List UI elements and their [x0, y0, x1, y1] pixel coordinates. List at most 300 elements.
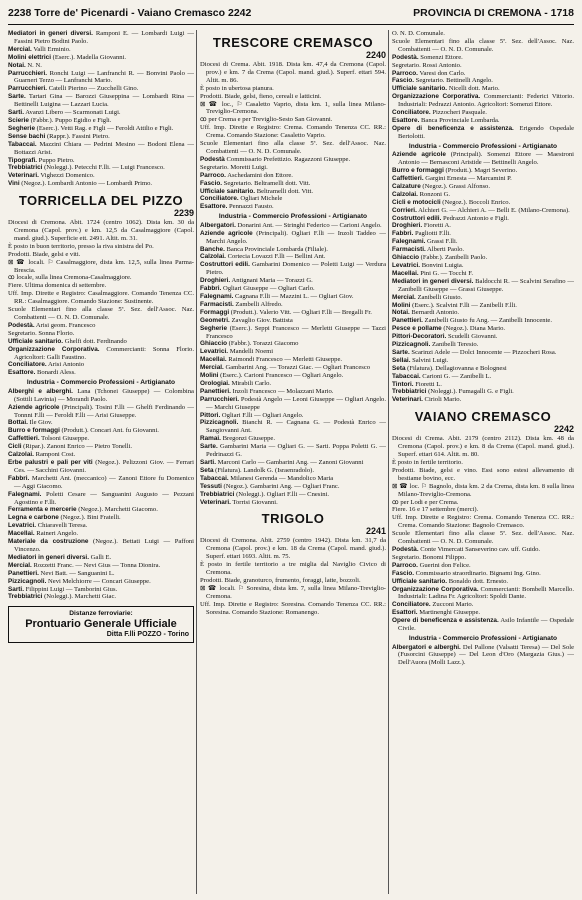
directory-entry — [8, 93, 194, 109]
entry-text: Martinenghi Giuseppe. — [417, 609, 481, 617]
directory-entry — [200, 317, 386, 325]
directory-entry — [392, 70, 574, 78]
entry-text: (Negoz.). Grassi Alfonso. — [420, 182, 491, 190]
entry-category: Pizzicagnoli. — [8, 577, 47, 585]
entry-text: Arisi geom. Francesco — [34, 321, 96, 329]
entry-text: Poletti Cesare — Sanguanini Augusto — Pezzani Agostino e F.lli. — [14, 490, 194, 506]
directory-entry — [392, 30, 574, 38]
directory-entry — [200, 85, 386, 93]
entry-text: Ile Giov. — [27, 419, 53, 427]
entry-text: (Negoz.). Bini Fratelli. — [58, 514, 121, 522]
entry-category: Banche. — [200, 245, 225, 253]
entry-category: Droghieri. — [392, 222, 423, 230]
directory-entry — [8, 85, 194, 93]
directory-entry — [392, 499, 574, 507]
directory-entry — [392, 554, 574, 562]
directory-entry — [8, 306, 194, 322]
entry-text: Guerini don Felice. — [417, 561, 471, 569]
entry-text: Uff. Imp. Dirette e Registro: Casalmaggiore. Comando Tenenza CC. RR.: Casalmaggiore. Comando Stazione: Sustinente. — [8, 290, 194, 306]
entry-text: ꝏ per Lodi e per Crema. — [392, 498, 459, 506]
directory-entry — [8, 109, 194, 117]
entry-text: Mandelli Noemi — [228, 348, 274, 356]
entry-text: Inzoli Francesco — Molazzani Mario. — [230, 387, 334, 395]
entry-text: ⊠ ☎ locali. ⚐ Soresina, dista km. 7, sulla linea Milano-Treviglio-Cremona. — [200, 584, 386, 600]
entry-category: Parrucchieri. — [8, 69, 48, 77]
directory-entry — [8, 282, 194, 290]
entry-category: Mediatori in generi diversi. — [8, 553, 89, 561]
entry-text: ⊠ ☎ locali. ⚐ Casalmaggiore, dista km. 12,5, sulla linea Parma-Brescia. — [8, 258, 194, 274]
entry-text: Gambarini Maria — Ogliari G. — Sarti. Poppa Poletti G. — Pedrinazzi G. — [206, 443, 386, 459]
entry-category: Molini — [200, 372, 219, 380]
entry-text: Gambarini Ang. — Torazzi Giac. — Ogliari Francesco — [223, 364, 371, 372]
entry-category: Fascio. — [200, 179, 223, 187]
directory-entry — [8, 133, 194, 141]
entry-category: Tipografi. — [8, 156, 37, 164]
entry-category: Geometri. — [200, 316, 230, 324]
entry-category: Alberghi e alberghi. — [8, 387, 73, 395]
directory-entry — [392, 365, 574, 373]
entry-category: Trebbiatrici — [200, 490, 235, 498]
entry-category: Opere di beneficenza e assistenza. — [392, 617, 499, 625]
entry-text: Commercianti: Sonna Florio. Agricoltori: Galli Faustino. — [14, 345, 194, 361]
entry-text: Diocesi di Cremona. Abit. 1724 (centro 1062). Dista km. 30 da Cremona (Capol. prov.) e km. 12,5 da Casalmaggiore (Capol. mand. giud.). Superficie ett. 2491. Altit. m. 31. — [8, 219, 194, 242]
entry-category: Trebbiatrici — [392, 388, 427, 396]
entry-text: Scuole Elementari fino alla classe 5ª. Sez. dell'Assoc. Naz. Combattenti — O. N. D. Comunale. — [8, 306, 194, 321]
entry-category: Esattori. — [392, 609, 418, 617]
directory-entry — [392, 109, 574, 117]
entry-category: Falegnami. — [392, 238, 426, 246]
entry-text: (Negoz.). Diana Mario. — [441, 325, 506, 333]
town-name: TRESCORE CREMASCO — [212, 35, 374, 50]
header-right: PROVINCIA DI CREMONA - 1718 — [413, 7, 574, 19]
entry-category: Molini — [392, 301, 411, 309]
directory-entry — [392, 341, 574, 349]
entry-category: Veterinari. — [8, 172, 39, 180]
entry-category: Segherie — [8, 124, 35, 132]
entry-category: Organizzazione Corporativa. — [392, 93, 481, 101]
entry-text: Ronchi Luigi — Lanfranchi R. — Bonvini Paolo — Guarneri Terzo — Lanfranchi Mario. — [14, 69, 194, 85]
entry-text: Ronzoni G. — [417, 190, 450, 198]
entry-category: Mercial. — [392, 293, 416, 301]
ad-line-2: Prontuario Generale Ufficiale — [25, 618, 177, 631]
entry-text: Scarinzi Adele — Dolci Innocente — Pizzocheri Rosa. — [409, 348, 557, 356]
entry-category: Fabbri. — [200, 285, 222, 293]
entry-category: Falegnami. — [8, 490, 42, 498]
entry-category: Pizzicagnoli. — [392, 341, 431, 349]
entry-category: Legna e carbone — [8, 514, 59, 522]
entry-text: Tartari Gina — Barozzi Giuseppina — Lombardi Rina — Bettinelli Luigina — Lazzari Lucia. — [14, 93, 194, 109]
entry-text: (Fabbr.). Torazzi Giacomo — [227, 340, 299, 348]
entry-category: Mercial. — [200, 364, 224, 372]
directory-entry — [392, 199, 574, 207]
directory-entry — [8, 290, 194, 306]
directory-entry — [8, 361, 194, 369]
entry-text: Scuole Elementari fino alla classe 5ª. Sez. dell'Assoc. Naz. Combattenti — O. N. D. Comunale. — [392, 530, 574, 546]
directory-entry — [8, 243, 194, 251]
entry-text: Raimondi Francesco — Merletti Giuseppe. — [226, 356, 343, 364]
directory-entry — [200, 188, 386, 196]
directory-entry — [8, 435, 194, 443]
entry-text: (Fabbr.). Zanibelli Paolo. — [419, 254, 488, 262]
directory-entry — [8, 459, 194, 475]
directory-entry — [200, 253, 386, 261]
entry-category: Conciliatore. — [392, 109, 431, 117]
directory-entry — [200, 222, 386, 230]
entry-category: Ufficiale sanitario. — [200, 187, 256, 195]
entry-category: Calzolai. — [392, 190, 418, 198]
entry-text: Conte Vimercati Sanseverino cav. uff. Guido. — [418, 545, 541, 553]
entry-text: (Principali). Ogliari F.lli — Inzoli Taddeo — Marchi Angelo. — [206, 229, 386, 245]
directory-entry — [392, 388, 574, 396]
directory-entry — [392, 93, 574, 109]
entry-category: Macellai. — [392, 269, 419, 277]
entry-text: Chiaravelli Teresa. — [36, 522, 88, 530]
entry-category: Sarti. — [200, 459, 216, 466]
entry-category: Droghieri. — [200, 277, 231, 285]
entry-text: Pedrazzi Antonio e Figli. — [441, 214, 509, 222]
directory-entry — [392, 381, 574, 389]
entry-text: Alchieri G. — Alchieri A. — Belli E. (Milano-Cremona). — [416, 206, 570, 214]
directory-entry — [200, 601, 386, 617]
town-heading — [392, 410, 574, 434]
town-number: 2242 — [553, 424, 574, 435]
entry-text: Aschedamini don Ettore. — [225, 171, 293, 179]
entry-text: Mazzini Chiara — Pedrini Mesino — Bodoni Elena — Bottazzi Arist. — [14, 140, 194, 156]
entry-category: Macellai. — [8, 530, 35, 538]
directory-entry — [8, 562, 194, 570]
entry-category: Tabaccai. — [8, 140, 37, 148]
entry-text: Tolsoni Giuseppe. — [39, 435, 90, 443]
directory-entry — [8, 62, 194, 70]
directory-entry — [200, 293, 386, 301]
entry-category: Tessuti — [200, 482, 222, 490]
entry-text: Rozzetti Franc. — Nevi Gius — Tonna Dionira. — [31, 561, 161, 569]
entry-text: Bernardi Antonio. — [409, 309, 460, 317]
entry-category: Tabaccai. — [200, 474, 229, 482]
entry-category: Vini — [8, 180, 20, 188]
directory-entry — [200, 93, 386, 101]
directory-entry — [392, 562, 574, 570]
directory-entry — [200, 356, 386, 364]
entry-category: Sarti. — [8, 109, 24, 117]
directory-entry — [200, 577, 386, 585]
entry-text: (Ripar.). Zanoni Enrico — Pietro Tonelli. — [21, 443, 133, 451]
directory-entry — [392, 278, 574, 294]
directory-entry — [200, 467, 386, 475]
entry-text: Gambarini Domenico — Poletti Luigi — Verdura Pietro. — [206, 261, 386, 277]
entry-category: Organizzazione Corporativa. — [8, 345, 100, 353]
directory-entry — [200, 325, 386, 341]
directory-entry — [392, 85, 574, 93]
page-header — [8, 4, 574, 22]
directory-entry — [8, 554, 194, 562]
entry-text: Bonardi Aless. — [35, 369, 76, 377]
entry-category: Esattore. — [8, 369, 36, 377]
entry-category: Materiale da costruzione — [8, 538, 89, 546]
directory-entry — [200, 101, 386, 117]
entry-text: Raineri Angelo. — [34, 530, 79, 538]
entry-category: Conciliatore. — [392, 601, 431, 609]
town-heading — [8, 194, 194, 218]
entry-category: Veterinari. — [392, 396, 423, 404]
directory-entry — [200, 230, 386, 246]
entry-category: Pizzicagnoli. — [200, 419, 239, 427]
directory-entry — [8, 586, 194, 594]
directory-entry — [8, 522, 194, 530]
entry-text: Carioni G. — Zanibelli L. — [420, 372, 492, 380]
town-number: 2241 — [365, 526, 386, 537]
entry-text: ⊠ ☎ loc. ⚐ Bagnolo, dista km. 2 da Crema, dista km. 8 sulla linea Milano-Treviglio-Cremona. — [392, 482, 574, 498]
entry-text: Prodotti. Biade, granoturco, frumento, foraggi, latte, bozzoli. — [200, 576, 361, 584]
entry-category: Cicli — [8, 443, 22, 451]
entry-category: Tintori. — [392, 380, 414, 388]
town-heading — [200, 36, 386, 60]
directory-entry — [392, 77, 574, 85]
entry-text: Commissario straordinario. Bignami Ing. Gino. — [414, 569, 541, 577]
directory-entry — [200, 412, 386, 420]
directory-entry — [200, 309, 386, 317]
entry-text: Fiere. 16 e 17 settembre (merci). — [392, 506, 479, 514]
entry-text: (Eserc.). Madella Giovanni. — [50, 53, 127, 61]
entry-text: Prodotti. Biade, gelsi, fieno, cereali e latticini. — [200, 92, 322, 100]
header-rule — [8, 24, 574, 25]
entry-category: Esattore. — [200, 203, 228, 211]
entry-text: Fioretti A. — [422, 222, 451, 230]
entry-text: Puppo Pietro. — [37, 156, 75, 164]
directory-entry — [200, 156, 386, 164]
directory-entry — [392, 644, 574, 668]
directory-entry — [392, 601, 574, 609]
directory-entry — [392, 222, 574, 230]
entry-category: Mercial. — [8, 561, 32, 569]
entry-category: Notai. — [8, 61, 26, 69]
entry-category: Parroco. — [392, 69, 418, 77]
entry-text: (Negoz.). Bettati Luigi — Paffoni Vincenzo. — [14, 538, 194, 553]
entry-category: Calzolai. — [8, 451, 34, 459]
directory-entry — [200, 246, 386, 254]
directory-entry — [200, 475, 386, 483]
entry-category: Parroco. — [200, 171, 226, 179]
entry-text: È posto in ubertosa pianura. — [200, 84, 274, 92]
entry-category: Bottai. — [8, 419, 28, 427]
directory-entry — [200, 180, 386, 188]
column-divider — [388, 30, 389, 894]
entry-text: Podestà Angelo — Leoni Giuseppe — Ogliari Angelo. — Marchi Giuseppe — [206, 395, 386, 411]
entry-text: Torrisi Giovanni. — [230, 498, 278, 506]
entry-text: Segretario. Moretti Luigi. — [200, 163, 268, 171]
entry-category: Erbe palustri e pali per viti — [8, 459, 93, 466]
entry-category: Mediatori in generi diversi. — [8, 30, 93, 37]
directory-entry — [8, 172, 194, 180]
entry-text: Pini G. — Tocchi F. — [418, 269, 474, 277]
entry-text: Mirabili Carlo. — [229, 379, 272, 387]
entry-text: Segretario. Rossi Antonio. — [392, 61, 462, 69]
directory-entry — [392, 262, 574, 270]
directory-entry — [8, 117, 194, 125]
entry-text: Prodotti. Biade, gelsi e viti. — [8, 250, 81, 258]
entry-category: Costruttori edili. — [200, 261, 250, 269]
entry-text: Beltramelli dott. Vitt. — [255, 187, 313, 195]
entry-text: Pennazzi Fausto. — [227, 203, 274, 211]
directory-entry — [8, 593, 194, 601]
entry-category: Pittori-Decoratori. — [392, 333, 447, 341]
directory-entry — [392, 467, 574, 483]
directory-entry — [200, 585, 386, 601]
entry-category: Sarte. — [200, 443, 218, 451]
directory-entry — [8, 46, 194, 54]
entry-text: Donarini Ant. — Stringhi Federico — Carioni Angelo. — [235, 221, 382, 229]
directory-entry — [392, 230, 574, 238]
directory-entry — [200, 364, 386, 372]
entry-category: Mercial. — [8, 45, 32, 53]
section-heading: Industria - Commercio Professioni - Artigianato — [408, 634, 558, 642]
entry-category: Parrucchieri. — [200, 395, 240, 403]
entry-category: Segherie — [200, 324, 227, 332]
entry-category: Sarte. — [8, 93, 26, 101]
entry-text: Prodotti. Biade, gelsi e vino. Essi sono estesi allevamento di bestiame bovino, ecc. — [392, 466, 574, 482]
advertisement-box — [8, 606, 194, 643]
section-heading: Industria - Commercio Professioni - Artigianato — [218, 213, 368, 221]
entry-text: (Eserc.). Seppi Francesco — Merletti Giuseppe — Tazzi Francesco — [206, 324, 386, 340]
entry-text: (Produtt.). Valerio Vitt. — Ogliari F.lli — Bregalli Fr. — [229, 308, 372, 316]
directory-entry — [392, 373, 574, 381]
entry-text: Diocesi di Cremona. Abit. 2759 (centro 1942). Dista km. 31,7 da Cremona (Capol. prov.) e km. 18 da Crema (Capol. mand. giud.). Superf. ettari 1693. Altit. m. 75. — [200, 537, 386, 561]
ad-line-3: Ditta F.lli POZZO - Torino — [106, 631, 189, 639]
entry-text: ꝏ per Crema e per Treviglio-Sesto San Giovanni. — [200, 116, 333, 124]
entry-category: Formaggi — [200, 308, 230, 316]
entry-text: (Principali). Somenzi Ettore — Maestroni Antonio — Bernasconi Aristide — Bettinelli Angelo. — [398, 151, 574, 167]
entry-category: Podestà — [200, 155, 225, 163]
entry-text: Cortecia Lovazzi F.lli — Bellini Ant. — [225, 253, 326, 261]
header-left: 2238 Torre de' Picenardi - Vaiano Cremasco 2242 — [8, 7, 252, 19]
entry-category: Albergatori e alberghi. — [392, 643, 461, 651]
entry-category: Conciliatore. — [200, 195, 239, 203]
directory-entry — [392, 609, 574, 617]
town-heading — [200, 512, 386, 536]
entry-category: Calzature — [392, 182, 421, 190]
entry-text: (Fabbr.). Puppo Egidio e Figli. — [28, 116, 112, 124]
entry-category: Sense bachi — [8, 132, 46, 140]
entry-text: Zanibelli Giusto. — [415, 293, 463, 301]
entry-category: Costruttori edili. — [392, 214, 442, 222]
entry-text: N. N. — [25, 61, 42, 69]
directory-entry — [392, 151, 574, 167]
directory-entry — [392, 302, 574, 310]
directory-entry — [200, 140, 386, 156]
entry-category: Molini elettrici — [8, 53, 51, 61]
entry-text: Fioretti L. — [413, 380, 442, 388]
entry-category: Orologiai. — [200, 379, 230, 387]
entry-text: Baldocchi R. — Scalvini Serafino — Zanibelli Giuseppe — Grassi Giuseppe. — [398, 277, 574, 293]
entry-category: Aziende agricole — [8, 403, 60, 411]
directory-entry — [392, 54, 574, 62]
entry-category: Podestà. — [8, 321, 35, 329]
entry-category: Seta — [392, 364, 406, 372]
entry-text: Nevi Melchiorre — Concari Giuseppe. — [46, 577, 151, 585]
entry-text: (Negoz.). Gambarini Ang. — Ogliari Franc. — [221, 482, 340, 490]
directory-entry — [200, 537, 386, 561]
entry-category: Macellai. — [200, 356, 227, 364]
directory-entry — [392, 483, 574, 499]
entry-text: Ramponi Cost. — [33, 451, 76, 459]
entry-text: Zanibelli Teresio. — [430, 341, 479, 349]
entry-text: (Noleggi.). Fumagalli G. e Figli. — [426, 388, 514, 396]
entry-category: Podestà. — [392, 545, 419, 553]
entry-category: Trebbiatrici — [8, 164, 43, 172]
entry-text: Zucconi Mario. — [430, 601, 474, 609]
entry-text: (Produtt.). Concari Ant. fu Giovanni. — [59, 427, 159, 435]
directory-entry — [392, 294, 574, 302]
entry-category: Ufficiale sanitario. — [392, 85, 448, 93]
entry-category: Sarti. — [8, 585, 24, 593]
entry-category: Mediatori in generi diversi. — [392, 277, 474, 285]
directory-entry — [200, 61, 386, 85]
entry-category: Corrieri. — [392, 206, 417, 214]
entry-category: Calzolai. — [200, 253, 226, 261]
entry-text: Commissario Prefettizio. Ragazzoni Giuseppe. — [224, 155, 351, 163]
directory-entry — [200, 396, 386, 412]
entry-text: Diocesi di Crema. Abit. 2179 (centro 2112). Dista km. 48 da Cremona (Capol. prov.) e km. 8 da Crema (Capol. mand. giud.). Superf. ettari 614. Altit. m. 80. — [392, 435, 574, 459]
entry-text: Filippini Luigi — Tamborini Gius. — [23, 585, 118, 593]
entry-text: Arisi Antonio — [46, 361, 85, 369]
column-divider — [196, 30, 197, 894]
entry-text: Scudelli Giovanni. — [446, 333, 498, 341]
entry-category: Fabbri. — [392, 230, 414, 238]
entry-text: Valli Erminio. — [31, 45, 71, 53]
directory-entry — [200, 435, 386, 443]
directory-entry — [200, 561, 386, 577]
directory-entry — [8, 219, 194, 243]
entry-text: È posto in fertile territorio. — [392, 459, 463, 466]
entry-category: Falegnami. — [200, 292, 234, 300]
entry-text: Ogliari Giuseppe — Ogliari Carlo. — [221, 285, 315, 293]
entry-category: Ramai. — [200, 435, 221, 443]
entry-category: Organizzazione Corporativa. — [392, 585, 479, 593]
directory-entry — [392, 309, 574, 317]
directory-entry — [8, 451, 194, 459]
entry-text: Marconi Carlo — Gambarini Ang. — Zanoni Giovanni — [215, 459, 364, 466]
directory-entry — [392, 183, 574, 191]
directory-entry — [392, 325, 574, 333]
entry-category: Parrucchieri. — [8, 85, 48, 93]
directory-entry — [200, 388, 386, 396]
directory-entry — [8, 30, 194, 46]
entry-category: Conciliatore. — [8, 361, 47, 369]
directory-entry — [8, 443, 194, 451]
entry-text: Ramponi E. — Lombardi Luigi — Fassini Pietro Bodini Paolo. — [14, 30, 194, 45]
directory-entry — [392, 207, 574, 215]
entry-text: (Filatura). Landolk G. (Israenradolo). — [213, 466, 315, 474]
directory-entry — [200, 301, 386, 309]
entry-category: Opere di beneficenza e assistenza. — [392, 124, 514, 132]
directory-entry — [392, 125, 574, 141]
directory-entry — [200, 483, 386, 491]
entry-text: Zanibelli Giusto fu Ang. — Zanibelli Innocente. — [422, 317, 553, 325]
directory-entry — [200, 348, 386, 356]
entry-text: Avanzi Libero — Scarmonati Luigi. — [23, 109, 121, 117]
entry-text: Pagliotti F.lli. — [413, 230, 451, 238]
entry-text: Nicelli dott. Mario. — [447, 85, 500, 93]
entry-text: ꝏ locale, sulla linea Cremona-Casalmaggiore. — [8, 274, 132, 282]
directory-entry — [392, 514, 574, 530]
directory-entry — [8, 157, 194, 165]
entry-text: Scuole Elementari fino alla classe 5ª. Sez. dell'Assoc. Naz. Combattenti — O. N. D. Comunale. — [392, 37, 574, 53]
entry-category: Parroco. — [392, 561, 418, 569]
directory-entry — [8, 427, 194, 435]
entry-category: Caffettieri. — [392, 175, 424, 182]
entry-text: È posto in fertile territorio a tre miglia dal Naviglio Civico di Cremona. — [200, 561, 386, 577]
entry-category: Ufficiale sanitario. — [392, 577, 448, 585]
